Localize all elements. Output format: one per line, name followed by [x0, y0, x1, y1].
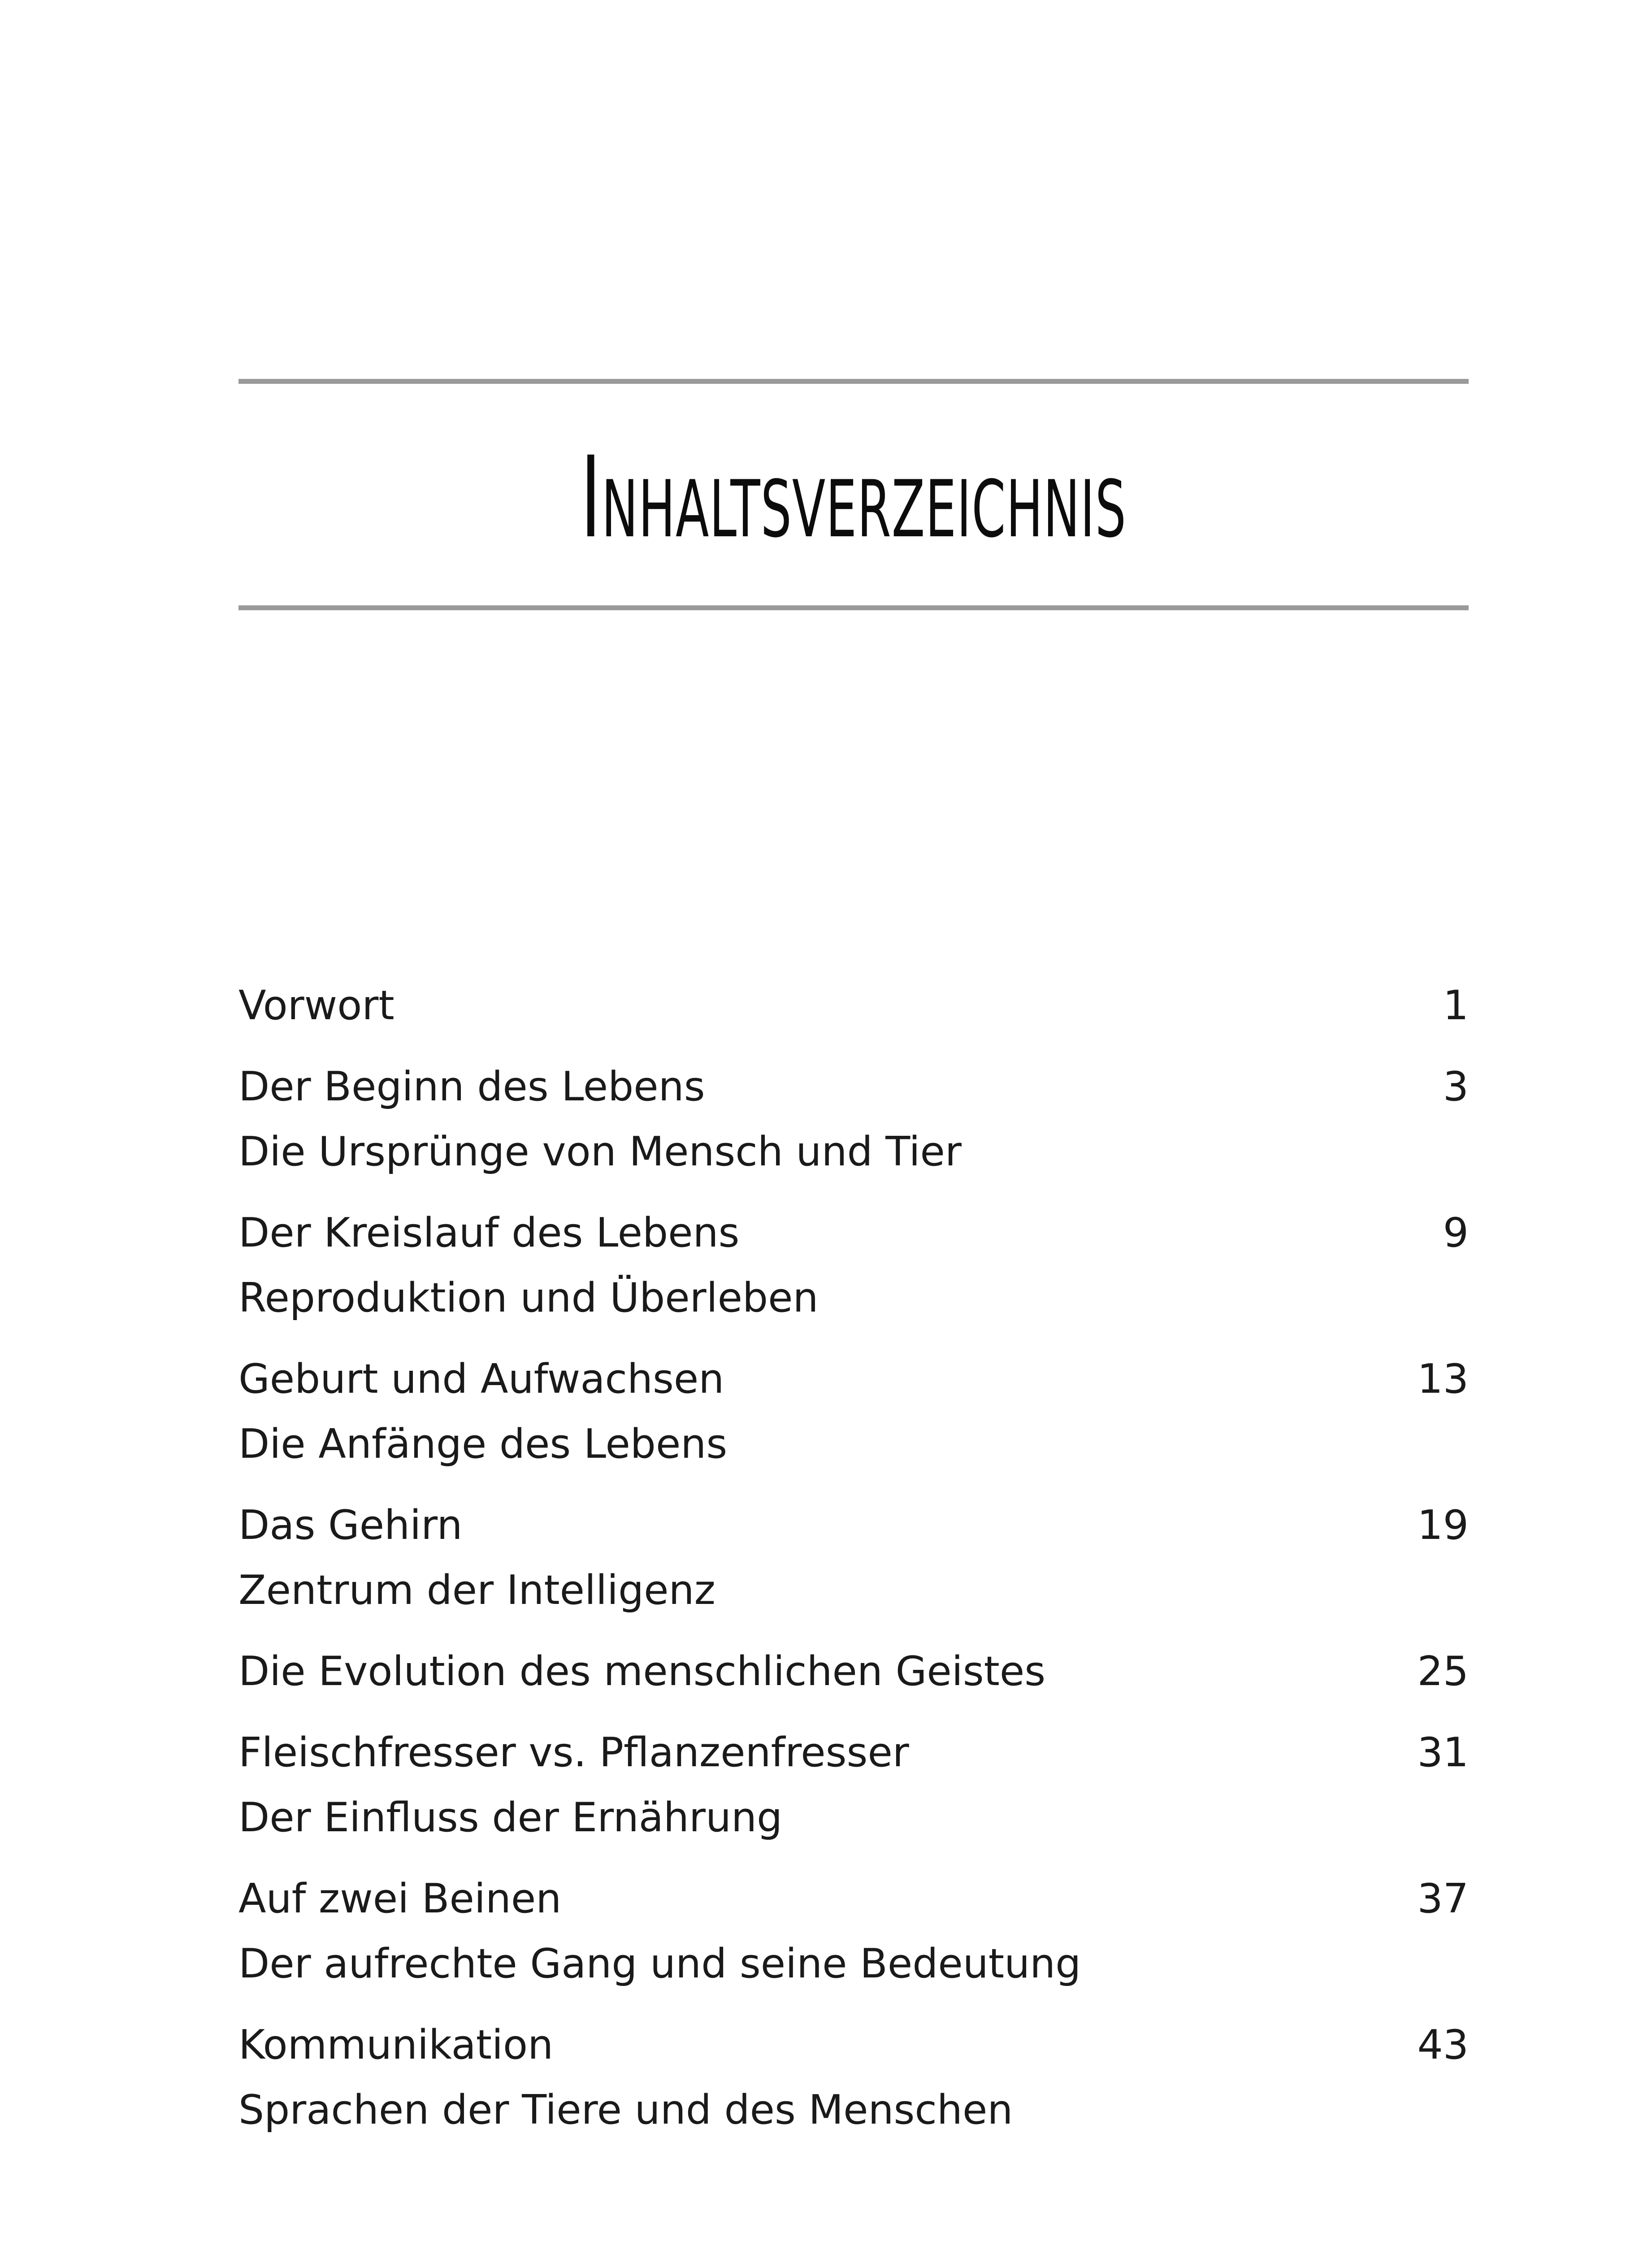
chapter-subtitle: Die Anfänge des Lebens: [238, 1421, 728, 1468]
title-bottom-rule: [238, 605, 1469, 610]
toc-entry-header: [238, 1866, 1469, 1931]
chapter-title: Der Beginn des Lebens: [238, 1063, 705, 1110]
toc-entry-header: [238, 1493, 1469, 1558]
chapter-title: Der Kreislauf des Lebens: [238, 1209, 740, 1256]
toc-entry[interactable]: [238, 1200, 1469, 1330]
toc-entry-header: [238, 1200, 1469, 1265]
page-number: 13: [1417, 1356, 1469, 1403]
chapter-subtitle: Zentrum der Intelligenz: [238, 1567, 715, 1614]
page-number: 3: [1443, 1063, 1469, 1110]
chapter-title: Die Evolution des menschlichen Geistes: [238, 1648, 1046, 1695]
page-number: 43: [1417, 2021, 1469, 2068]
page-number: 1: [1443, 982, 1469, 1029]
toc-entry-header: [238, 2012, 1469, 2077]
page-number: 9: [1443, 1209, 1469, 1256]
page-number: 31: [1417, 1729, 1469, 1776]
toc-entry-header: [238, 1054, 1469, 1119]
toc-entry[interactable]: [238, 1639, 1469, 1704]
toc-entry[interactable]: [238, 1866, 1469, 1996]
chapter-title: Geburt und Aufwachsen: [238, 1356, 724, 1403]
toc-entry-header: [238, 973, 1469, 1038]
chapter-title: Kommunikation: [238, 2021, 554, 2068]
chapter-title: Vorwort: [238, 982, 395, 1029]
chapter-subtitle: Reproduktion und Überleben: [238, 1274, 819, 1321]
chapter-title: Das Gehirn: [238, 1502, 463, 1549]
table-of-contents: [238, 973, 1469, 2159]
chapter-title: Fleischfresser vs. Pflanzenfresser: [238, 1729, 909, 1776]
toc-entry-header: [238, 1720, 1469, 1785]
toc-entry[interactable]: [238, 1720, 1469, 1850]
title-top-rule: [238, 379, 1469, 384]
page-number: 37: [1417, 1875, 1469, 1922]
chapter-subtitle: Der aufrechte Gang und seine Bedeutung: [238, 1940, 1081, 1987]
toc-entry[interactable]: [238, 1054, 1469, 1184]
chapter-subtitle: Der Einfluss der Ernährung: [238, 1794, 783, 1841]
page-number: 19: [1417, 1502, 1469, 1549]
page-number: 25: [1417, 1648, 1469, 1695]
chapter-subtitle: Sprachen der Tiere und des Menschen: [238, 2086, 1013, 2133]
toc-entry-header: [238, 1347, 1469, 1412]
chapter-title: Auf zwei Beinen: [238, 1875, 562, 1922]
toc-entry[interactable]: [238, 1493, 1469, 1623]
toc-entry[interactable]: [238, 1347, 1469, 1477]
chapter-subtitle: Die Ursprünge von Mensch und Tier: [238, 1128, 962, 1175]
page-title: Inhaltsverzeichnis: [580, 432, 1127, 563]
toc-entry-header: [238, 1639, 1469, 1704]
toc-entry[interactable]: [238, 973, 1469, 1038]
toc-entry[interactable]: [238, 2012, 1469, 2142]
